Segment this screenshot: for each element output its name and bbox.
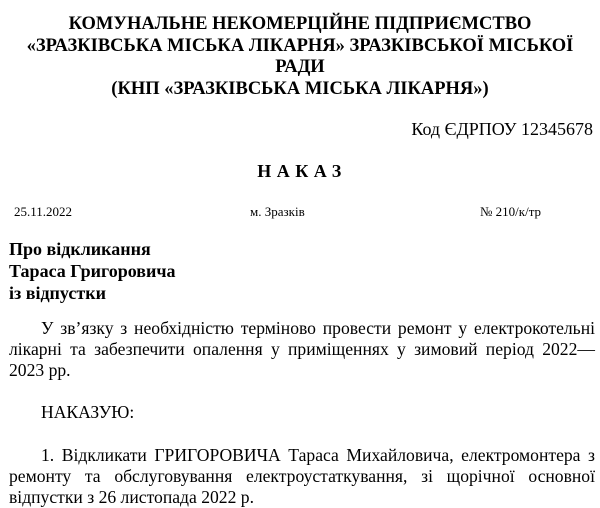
organization-header-line: «ЗРАЗКІВСЬКА МІСЬКА ЛІКАРНЯ» ЗРАЗКІВСЬКОЇ МІСЬКОЇ	[26, 35, 574, 56]
order-directive-word: НАКАЗУЮ:	[41, 402, 135, 422]
organization-header-line: (КНП «ЗРАЗКІВСЬКА МІСЬКА ЛІКАРНЯ»)	[111, 79, 489, 100]
order-city: м. Зразків	[250, 204, 305, 219]
order-subject-line: із відпустки	[9, 283, 106, 303]
document-title: НАКАЗ	[257, 161, 347, 181]
edrpou-code: Код ЄДРПОУ 12345678	[411, 119, 593, 139]
order-subject-line: Тараса Григоровича	[9, 261, 176, 281]
order-subject	[9, 238, 176, 304]
order-item-1: 1. Відкликати ГРИГОРОВИЧА Тараса Михайловича, електромонтера з ремонту та обслуговування електроустаткування, зі щорічної основної відпустки з 26 листопада 2022 р.	[9, 445, 595, 507]
order-number: № 210/к/тр	[480, 204, 542, 219]
organization-header-line: КОМУНАЛЬНЕ НЕКОМЕРЦІЙНЕ ПІДПРИЄМСТВО	[68, 14, 532, 34]
order-date: 25.11.2022	[14, 204, 73, 219]
organization-header	[0, 14, 600, 101]
order-subject-line: Про відкликання	[9, 239, 151, 259]
preamble-paragraph: У зв’язку з необхідністю терміново провести ремонт у електрокотельні лікарні та забезпечити опалення у приміщеннях у зимовий період 2022—2023 рр.	[9, 318, 595, 380]
organization-header-line: РАДИ	[275, 57, 325, 78]
